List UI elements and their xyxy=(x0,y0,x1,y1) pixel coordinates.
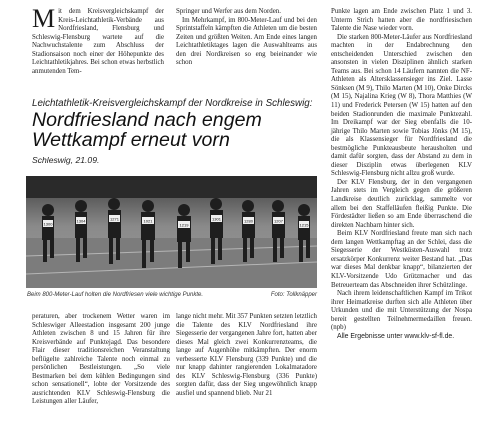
bib-number: 1301 xyxy=(212,216,221,222)
bib-number: 1300 xyxy=(43,221,53,227)
photo-caption: Beim 800-Meter-Lauf holten die Nordfriesen viele wichtige Punkte. xyxy=(27,292,203,298)
bib-number: 1021 xyxy=(143,218,153,224)
results-link[interactable]: Alle Ergebnisse unter www.klv-sf-fl.de. xyxy=(337,332,455,340)
top-left-text: it dem Kreisvergleichskampf der Kreis-Leichtathletik-Verbände aus Nordfriesland, Flensburg und Schleswig-Flensburg wartete auf die Nachwuchstalente zum Abschluss der Stadionsaison noch einer der Höhepunkte des Leichtathletikjahres. Bei schon etwas herbstlich anmutenden Tem- xyxy=(32,8,164,75)
bottom-left-column xyxy=(32,313,170,407)
bib-number: 1304 xyxy=(76,218,86,224)
race-photo xyxy=(26,176,317,288)
top-mid-para-2: Im Mehrkampf, im 800-Meter-Lauf und bei den Sprintstaffeln kämpften die Athleten um die besten Zeiten und größten Weiten. Am Ende eines langen Leichtathletiktages lagen die Auswahlteams aus den drei Nordkreisen so eng beieinander wie schon xyxy=(176,16,317,67)
bib-number: 1280 xyxy=(244,218,253,224)
bib-number: 1215 xyxy=(299,222,309,228)
article-kicker: Leichtathletik-Kreisvergleichskampf der Nordkreise in Schleswig: xyxy=(32,98,313,109)
bib-number: 1219 xyxy=(179,222,189,228)
right-para-1: Punkte lagen am Ende zwischen Platz 1 und 3. Unterm Strich hatten aber die nordfriesischen Talente die Nase wieder vorn. xyxy=(331,8,472,33)
bib-number: 1207 xyxy=(274,218,283,224)
bottom-mid-para-1: lange nicht mehr. Mit 357 Punkten setzten letztlich die Talente des KLV Nordfriesland ihre Siegesserie der vergangenen Jahre fort, hatten aber dieses Mal gleich zwei Konkurrenzteams, die lange auf Augenhöhe mitkämpften. Der enorm verbesserte KLV Flensburg (339 Punkte) und die nur knapp dahinter rangierenden Lokalmatadore des KLV Schleswig-Flensburg (336 Punkte) sorgten dafür, dass der Sieg ungewöhnlich knapp ausfiel und spannend blieb. Nur 21 xyxy=(176,313,317,397)
bottom-left-para-1: peraturen, aber trockenem Wetter waren im Schleswiger Alleestadion insgesamt 200 junge Athleten zwischen 8 und 15 Jahren für ihre Kreisverbände auf Punktejagd. Das besondere Flair dieser traditionsreichen Veranstaltung beflügelte zahlreiche Talente noch einmal zu persönlichen Bestleistungen. „So viele Bestmarken bei dem kühlen Bedingungen sind schon sensationell“, lobte der Vorsitzende des ausrichtenden KLV Schleswig-Flensburg die Leistungen aller Läufer, xyxy=(32,313,170,406)
photo-credit: Foto: Tollknäpper xyxy=(270,292,317,298)
right-para-5: Nach ihrem leidenschaftlichen Kampf im Trikot ihrer Heimatkreise durften sich alle Athleten über Urkunden und die mit Unterstützung der Nospa bereit gestellten Teilnehmermedaillen freuen. (npb) xyxy=(331,290,472,332)
right-para-4: Beim KLV Nordfriesland freute man sich nach dem langen Wettkampftag an der Schlei, dass die Siegesserie der Westküsten-Auswahl trotz ersatzkörper Konkurrenz weiter Bestand hat. „Das war dieses Mal denkbar knapp“, bilanzierten der KLV-Vorsitzende Udo Grützmacher und das Betreuerteam das Abschneiden ihrer Schützlinge. xyxy=(331,230,472,289)
right-column xyxy=(331,8,472,341)
bib-number: 1271 xyxy=(110,216,119,222)
bottom-mid-column xyxy=(176,313,317,398)
article-headline: Nordfriesland nach engem Wettkampf erneut vorn xyxy=(32,109,262,151)
right-para-3: Der KLV Flensburg, der in den vergangenen Jahren stets im Vergleich gegen die größeren Landkreise deutlich zurücklag, sammelte vor allem bei den Staffelläufen fleißig Punkte. Die Fördestädter ließen so am Ende überraschend die direkten Nachbarn hinter sich. xyxy=(331,178,472,229)
photo-caption-row xyxy=(27,292,317,298)
drop-cap: M xyxy=(32,4,56,33)
top-mid-column xyxy=(176,8,317,68)
top-left-column xyxy=(32,4,164,76)
right-para-2: Die starken 800-Meter-Läufer aus Nordfriesland machten in der Endabrechnung den entscheidenden Unterschied zwischen den ansonsten in vielen Disziplinen ähnlich starken Teams aus. Bei schon 14 Läufern nannten die NF-Athleten als Altersklassensieger ins Ziel. Lasse Sönksen (M 9), Thilo Marten (M 10), Onke Dircks (M 15), Najalina Krieg (W 8), Thora Matthies (W 11) und Frederick Petersen (W 15) hatten auf den beiden Stadionrunden die maximale Punktezahl. Im Dreikampf war der Sieg ebenfalls die 10-jährige Thilo Marten sowie Tobias Jönks (M 15), die als Klassensieger für Nordfriesland die bestmögliche Punkteausbeute herausholten und damit dafür sorgten, dass der Abstand zu dem in dieser Disziplin etwas überlegenen KLV Schleswig-Flensburg nicht allzu groß wurde. xyxy=(331,33,472,178)
top-mid-para-1: Springer und Werfer aus dem Norden. xyxy=(176,8,281,15)
article-dateline: Schleswig, 21.09. xyxy=(32,155,100,165)
runners-illustration xyxy=(26,176,317,288)
